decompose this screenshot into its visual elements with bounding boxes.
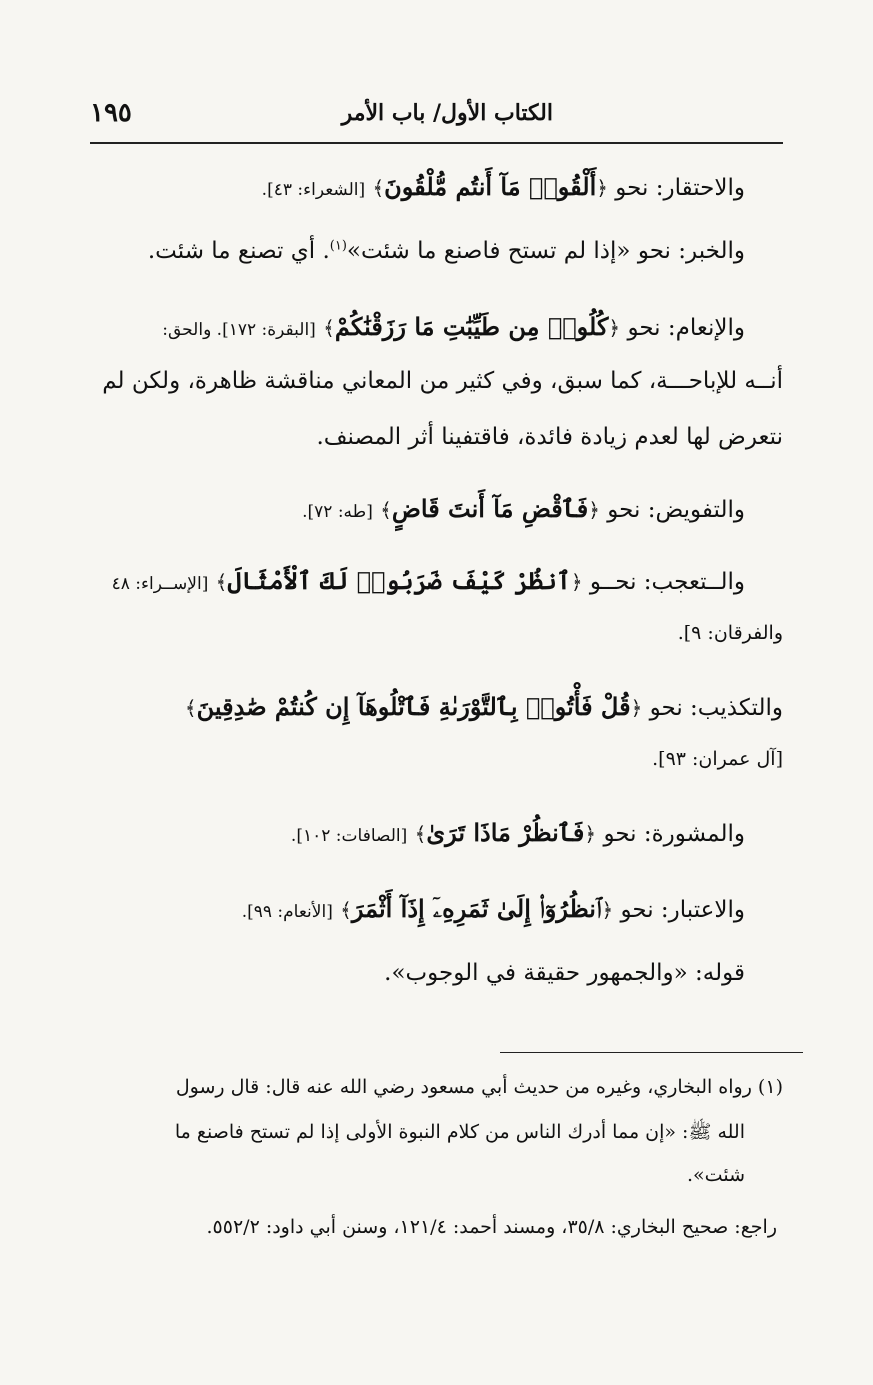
entry-consultation [90, 818, 745, 847]
footnote-text: راجع: صحيح البخاري: ٣٥/٨، ومسند أحمد: ١٢١/٤، وسنن أبي داود: ٥٥٢/٢. [206, 1216, 777, 1238]
entry-statement [90, 960, 745, 986]
entry-report [90, 238, 745, 264]
quran-verse: كُلُوا۟ مِن طَيِّبَٰتِ مَا رَزَقْنَٰكُمْ [334, 312, 609, 341]
quran-open-bracket: ﴿ [630, 696, 643, 720]
entry-label: والتكذيب: نحو [649, 695, 783, 721]
entry-label: والاعتبار: نحو [620, 897, 745, 923]
page-number: ١٩٥ [90, 98, 132, 128]
quran-verse: أَلْقُوا۟ مَآ أَنتُم مُّلْقُونَ [384, 172, 597, 201]
entry-tail: . أي تصنع ما شئت. [147, 238, 330, 264]
entry-contempt [90, 172, 745, 201]
paragraph-text: نتعرض لها لعدم زيادة فائدة، فاقتفينا أثر المصنف. [316, 424, 783, 450]
quran-verse: قُلْ فَأْتُوا۟ بِٱلتَّوْرَىٰةِ فَٱتْلُوهَآ إِن كُنتُمْ صَٰدِقِينَ [196, 692, 631, 721]
quran-open-bracket: ﴿ [584, 822, 597, 846]
quran-close-bracket: ﴾ [414, 822, 427, 846]
entry-label: والاحتقار: نحو [615, 175, 745, 201]
reference-text: والفرقان: ٩]. [677, 622, 783, 644]
quran-verse: فَٱقْضِ مَآ أَنتَ قَاضٍ [391, 494, 589, 523]
footnote-sources [90, 1216, 777, 1238]
entry-label: والــتعجب: نحــو [589, 569, 745, 595]
quran-close-bracket: ﴾ [215, 570, 228, 594]
entry-text: والخبر: نحو «إذا لم تستح فاصنع ما شئت» [346, 238, 745, 264]
paragraph-line [90, 424, 783, 450]
entry-reflection [90, 894, 745, 923]
quran-close-bracket: ﴾ [372, 176, 385, 200]
footnote-line [90, 1076, 783, 1098]
entry-denial [90, 692, 783, 721]
entry-grace [90, 312, 745, 341]
reference-text: [آل عمران: ٩٣]. [652, 748, 783, 770]
running-header [90, 96, 783, 140]
quran-open-bracket: ﴿ [596, 176, 608, 200]
entry-label: والإنعام: نحو [627, 315, 745, 341]
entry-delegation [90, 494, 745, 523]
quran-verse: فَٱنظُرْ مَاذَا تَرَىٰ [426, 818, 585, 847]
header-rule [90, 142, 783, 144]
quran-open-bracket: ﴿ [608, 316, 621, 340]
footnote-marker: (١) [329, 238, 347, 254]
quran-close-bracket: ﴾ [184, 696, 197, 720]
footnote-line [90, 1164, 745, 1186]
quran-open-bracket: ﴿ [588, 498, 600, 522]
quran-verse: ٱنظُرُوٓا۟ إِلَىٰ ثَمَرِهِۦٓ إِذَآ أَثْمَرَ [351, 894, 602, 923]
quran-close-bracket: ﴾ [323, 316, 335, 340]
paragraph-line [90, 368, 783, 394]
entry-label: والمشورة: نحو [603, 821, 745, 847]
footnote-text: الله ﷺ: «إن مما أدرك الناس من كلام النبوة الأولى إذا لم تستح فاصنع ما [174, 1121, 745, 1143]
entry-wonder [90, 566, 745, 595]
footnote-text: (١) رواه البخاري، وغيره من حديث أبي مسعود رضي الله عنه قال: قال رسول [175, 1076, 783, 1098]
chapter-title: الكتاب الأول/ باب الأمر [341, 100, 553, 126]
paragraph-text: أنــه للإباحـــة، كما سبق، وفي كثير من المعاني مناقشة ظاهرة، ولكن لم [102, 368, 783, 394]
quran-open-bracket: ﴿ [570, 570, 583, 594]
reference-continuation [90, 748, 783, 770]
quran-open-bracket: ﴿ [601, 898, 614, 922]
verse-reference: [طه: ٧٢]. [302, 502, 373, 522]
verse-reference: [الإســراء: ٤٨ [111, 574, 209, 594]
verse-reference: [البقرة: ١٧٢]. والحق: [162, 320, 316, 340]
verse-reference: [الصافات: ١٠٢]. [290, 826, 408, 846]
footnote-text: شئت». [687, 1164, 745, 1186]
verse-reference: [الشعراء: ٤٣]. [261, 180, 366, 200]
quran-close-bracket: ﴾ [380, 498, 392, 522]
quran-close-bracket: ﴾ [340, 898, 352, 922]
statement-text: قوله: «والجمهور حقيقة في الوجوب». [384, 960, 745, 986]
footnote-rule [500, 1052, 803, 1053]
verse-reference: [الأنعام: ٩٩]. [241, 902, 333, 922]
quran-verse: ٱنظُرْ كَيْفَ ضَرَبُوا۟ لَكَ ٱلْأَمْثَالَ [227, 566, 571, 595]
entry-label: والتفويض: نحو [607, 497, 745, 523]
footnote-line [90, 1120, 745, 1148]
reference-continuation [90, 622, 783, 644]
